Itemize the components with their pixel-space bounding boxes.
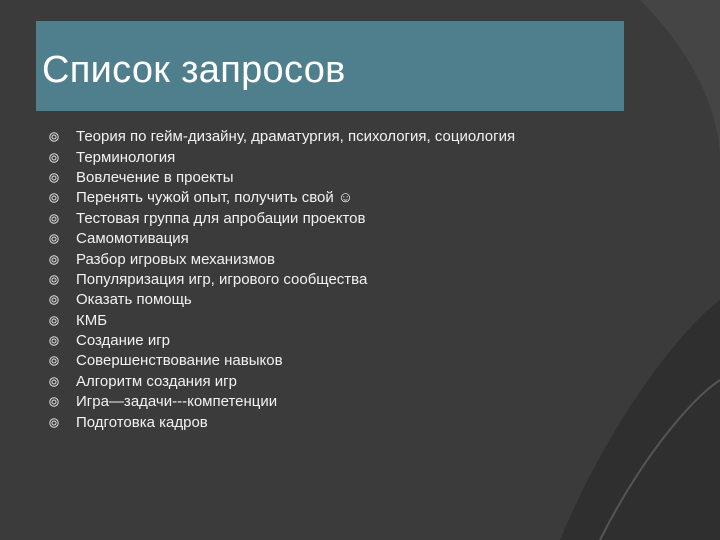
list-item [49,270,649,290]
list-item-text: Популяризация игр, игрового сообщества [76,270,368,288]
list-item-text: Вовлечение в проекты [76,168,234,186]
list-item-text: Самомотивация [76,230,189,248]
target-circle-icon [49,173,59,183]
target-circle-icon [49,336,59,346]
list-item-text: Подготовка кадров [76,413,208,431]
list-item-text: Оказать помощь [76,291,192,309]
list-item-text: Тестовая группа для апробации проектов [76,209,366,227]
list-item [49,249,649,269]
list-item-text: Создание игр [76,332,171,350]
target-circle-icon [49,132,59,142]
slide-title: Список запросов [42,49,346,91]
target-circle-icon [49,255,59,265]
target-circle-icon [49,153,59,163]
list-item-text: Теория по гейм-дизайну, драматургия, психология, социология [76,128,516,146]
target-circle-icon [49,234,59,244]
target-circle-icon [49,193,59,203]
target-circle-icon [49,295,59,305]
list-item [49,290,649,310]
list-item-text: Совершенствование навыков [76,352,283,370]
list-item [49,229,649,249]
list-item [49,168,649,188]
list-item-text: Разбор игровых механизмов [76,250,275,268]
list-item-text: КМБ [76,311,108,329]
list-item-text: Перенять чужой опыт, получить свой ☺ [76,189,354,207]
request-list [49,127,649,433]
list-item-text: Игра—задачи---компетенции [76,393,278,411]
list-item [49,412,649,432]
list-item [49,351,649,371]
list-item [49,127,649,147]
target-circle-icon [49,356,59,366]
list-item [49,147,649,167]
list-item-text: Алгоритм создания игр [76,372,237,390]
list-item-text: Терминология [76,148,176,166]
list-item [49,209,649,229]
list-item [49,311,649,331]
list-item [49,372,649,392]
target-circle-icon [49,214,59,224]
title-bar [36,21,624,111]
target-circle-icon [49,377,59,387]
target-circle-icon [49,316,59,326]
target-circle-icon [49,275,59,285]
target-circle-icon [49,397,59,407]
list-item [49,392,649,412]
list-item [49,331,649,351]
list-item [49,188,649,208]
target-circle-icon [49,418,59,428]
